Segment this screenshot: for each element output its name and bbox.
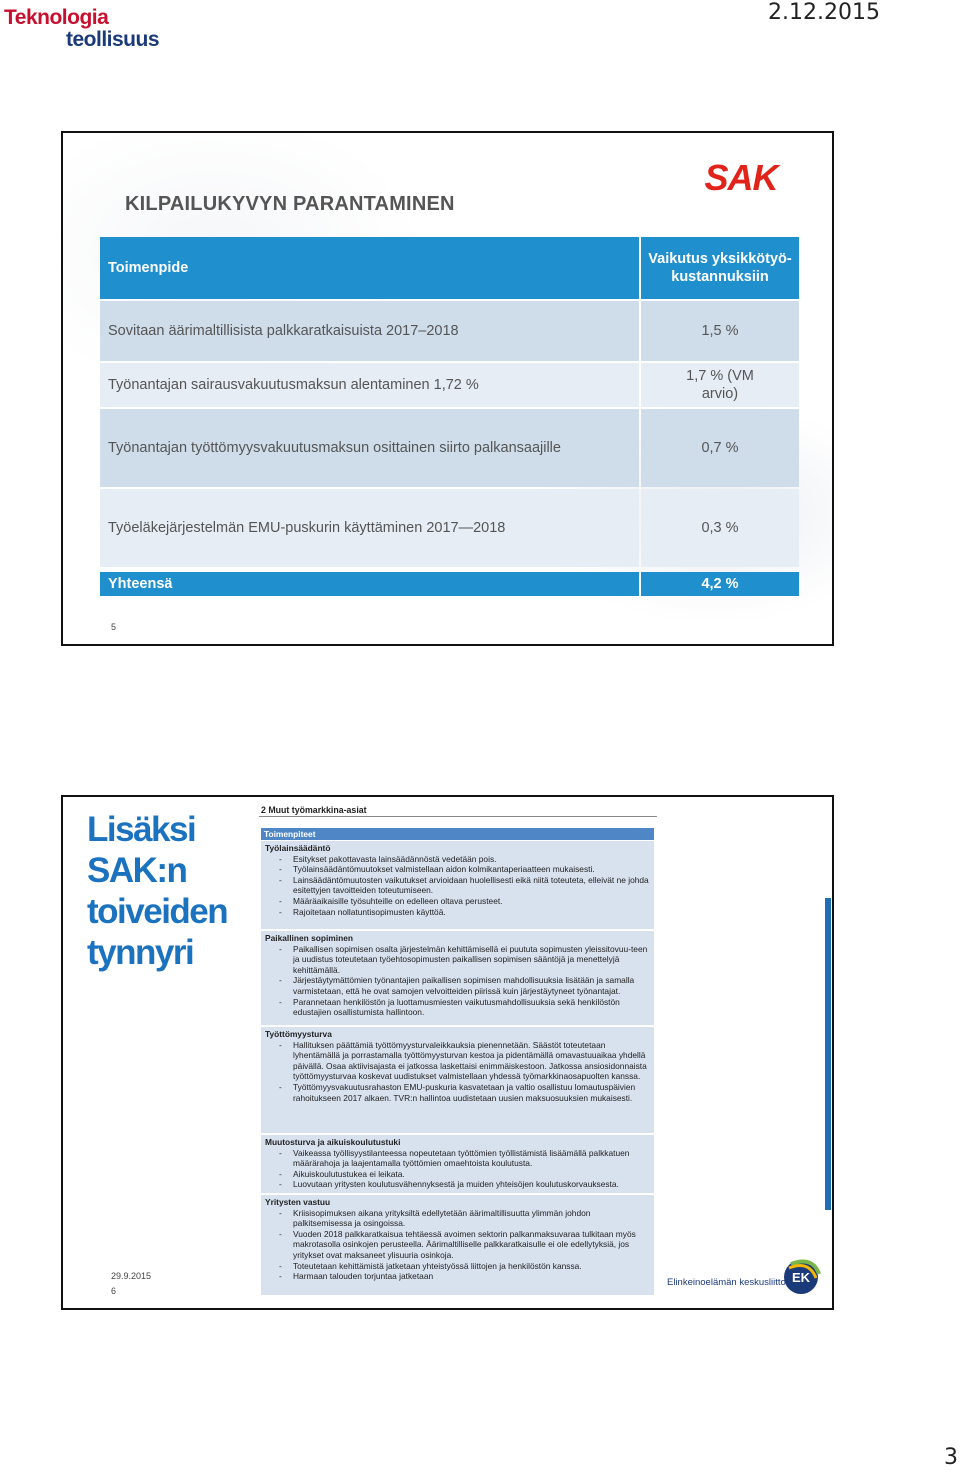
doc-heading: 2 Muut työmarkkina-asiat: [261, 805, 367, 815]
list-item: - Paikallisen sopimisen osalta järjestelmän kehittämisellä ei puututa sopimusten yleissitovuu-teen ja uudistus toteutetaan työehtosopimusten paikallisen sopimisen sääntöjä ja menettelyjä kehittämällä.: [265, 944, 650, 976]
row-measure: Työeläkejärjestelmän EMU-puskurin käyttäminen 2017—2018: [100, 489, 639, 567]
logo-line-2: teollisuus: [66, 28, 160, 51]
list-item: - Määräaikaisille työsuhteille on edelleen oltava perusteet.: [265, 896, 650, 907]
doc-section-list: [265, 1148, 650, 1190]
page-number: 3: [944, 1445, 958, 1470]
row-measure: Työnantajan sairausvakuutusmaksun alentaminen 1,72 %: [100, 363, 639, 407]
row-impact: 1,7 % (VM arvio): [641, 363, 799, 407]
doc-section-title: Muutosturva ja aikuiskoulutustuki: [265, 1137, 401, 1147]
heading-line: toiveiden: [87, 892, 228, 931]
list-item: - Rajoitetaan nollatuntisopimusten käyttöä.: [265, 907, 650, 918]
row-measure: Sovitaan äärimaltillisista palkkaratkaisuista 2017‒2018: [100, 301, 639, 361]
slide-2: [61, 795, 834, 1310]
side-accent-bar: [825, 898, 831, 1210]
row-impact: 1,5 %: [641, 301, 799, 361]
list-item: - Työttömyysvakuutusrahaston EMU-puskuria kasvatetaan ja valtio osallistuu lomautuspäivien rahoitukseen 2017 alkaen. TVR:n hallintoa uudistetaan uusien maksuosuuksien mukaisesti.: [265, 1082, 650, 1103]
slide-title: KILPAILUKYVYN PARANTAMINEN: [125, 193, 455, 215]
doc-section: [261, 1027, 654, 1134]
doc-section: [261, 1135, 654, 1194]
embedded-document: [259, 805, 657, 1295]
total-value: 4,2 %: [641, 572, 799, 596]
list-item: - Lainsäädäntömuutosten vaikutukset arvioidaan huolellisesti eikä niitä toteuteta, elleivät ne johda esitettyjen tavoitteiden toteutumiseen.: [265, 875, 650, 896]
slide-heading: [87, 809, 227, 973]
doc-section-list: [265, 854, 650, 918]
doc-section: [261, 1195, 654, 1296]
doc-section-list: [265, 944, 650, 1018]
doc-section-title: Työlainsäädäntö: [265, 843, 331, 853]
table-total-row: [100, 572, 799, 596]
table-row: [100, 301, 799, 361]
doc-section-title: Paikallinen sopiminen: [265, 933, 353, 943]
list-item: - Järjestäytymättömien työnantajien paikallisen sopimisen mahdollisuuksia lisätään ja samalla varmistetaan, että he ovat samojen velvoitteiden piirissä kuin järjestäytyneet työnantajat.: [265, 975, 650, 996]
doc-section: [261, 841, 654, 930]
list-item: - Aikuiskoulutustukea ei leikata.: [265, 1169, 650, 1180]
table-row: [100, 489, 799, 567]
list-item: - Harmaan talouden torjuntaa jatketaan: [265, 1271, 650, 1282]
table-row: [100, 409, 799, 487]
table-header-row: [100, 237, 799, 299]
ek-logo: [663, 1252, 823, 1302]
slide-number: 6: [111, 1286, 117, 1296]
doc-section-list: [265, 1040, 650, 1104]
list-item: - Vuoden 2018 palkkaratkaisua tehtäessä avoimen sektorin palkanmaksuvaraa tulkitaan myös makrotasolla osinkojen perusteella. Äärimaltilliselle palkkaratkaisulle ei ole edellytyksiä, jos yritykset ovat maksaneet ylisuuria osinkoja.: [265, 1229, 650, 1261]
list-item: - Luovutaan yritysten koulutusvähennyksestä ja muiden yhteisöjen koulutuskorvauksesta.: [265, 1179, 650, 1190]
heading-line: tynnyri: [87, 933, 194, 972]
row-impact: 0,7 %: [641, 409, 799, 487]
ek-logo-text: Elinkeinoelämän keskusliitto: [667, 1277, 786, 1288]
sak-logo: [699, 157, 783, 197]
list-item: - Kriisisopimuksen aikana yrityksiltä edellytetään äärimaltillisuutta ylimmän johdon palkitsemisessa ja osingoissa.: [265, 1208, 650, 1229]
doc-divider: [259, 816, 657, 817]
list-item: - Hallituksen päättämiä työttömyysturvaleikkauksia pienennetään. Säästöt toteutetaan lyhentämällä ja porrastamalla työttömyysturvan kestoa ja pidentämällä omavastuuaikaa yhdellä päivällä. Osaa aktiivisajasta ei jatkossa laskettaisi enimmäiskestoon. Jatkossa ansiosidonnaista työttömyysturvaa koskevat uudistukset valmistellaan yhdessä työmarkkinaosapuolten kanssa.: [265, 1040, 650, 1082]
slide-number: 5: [111, 622, 117, 632]
header-cell-measure: Toimenpide: [100, 237, 639, 299]
doc-section-title: Yritysten vastuu: [265, 1197, 331, 1207]
heading-line: SAK:n: [87, 851, 187, 890]
sak-logo-text: SAK: [704, 157, 778, 197]
list-item: - Työlainsäädäntömuutokset valmistellaan aidon kolmikantaperiaatteen mukaisesti.: [265, 864, 650, 875]
heading-line: Lisäksi: [87, 810, 196, 849]
slide-1: [61, 131, 834, 646]
header-cell-impact: Vaikutus yksikkötyö-kustannuksiin: [641, 237, 799, 299]
doc-section-title: Työttömyysturva: [265, 1029, 332, 1039]
logo-line-1: Teknologia: [4, 6, 109, 29]
page-date: 2.12.2015: [768, 0, 880, 25]
doc-section-list: [265, 1208, 650, 1282]
doc-table-header: Toimenpiteet: [261, 828, 654, 840]
total-label: Yhteensä: [100, 572, 639, 596]
doc-section: [261, 931, 654, 1026]
ek-logo-mark: EK: [791, 1270, 811, 1285]
table-row: [100, 363, 799, 407]
row-measure: Työnantajan työttömyysvakuutusmaksun osittainen siirto palkansaajille: [100, 409, 639, 487]
slide-date: 29.9.2015: [111, 1271, 152, 1281]
list-item: - Parannetaan henkilöstön ja luottamusmiesten vaikutusmahdollisuuksia sekä henkilöstön edustajien osallistumista hallintoon.: [265, 997, 650, 1018]
teknologiateollisuus-logo: [4, 7, 159, 51]
row-impact: 0,3 %: [641, 489, 799, 567]
list-item: - Toteutetaan kehittämistä jatketaan yhteistyössä liittojen ja henkilöstön kanssa.: [265, 1261, 650, 1272]
list-item: - Esitykset pakottavasta lainsäädännöstä vedetään pois.: [265, 854, 650, 865]
list-item: - Vaikeassa työllisyystilanteessa nopeutetaan työttömien työllistämistä lisäämällä palkkatuen määrärahoja ja laajentamalla työttömien omaehtoista koulutusta.: [265, 1148, 650, 1169]
